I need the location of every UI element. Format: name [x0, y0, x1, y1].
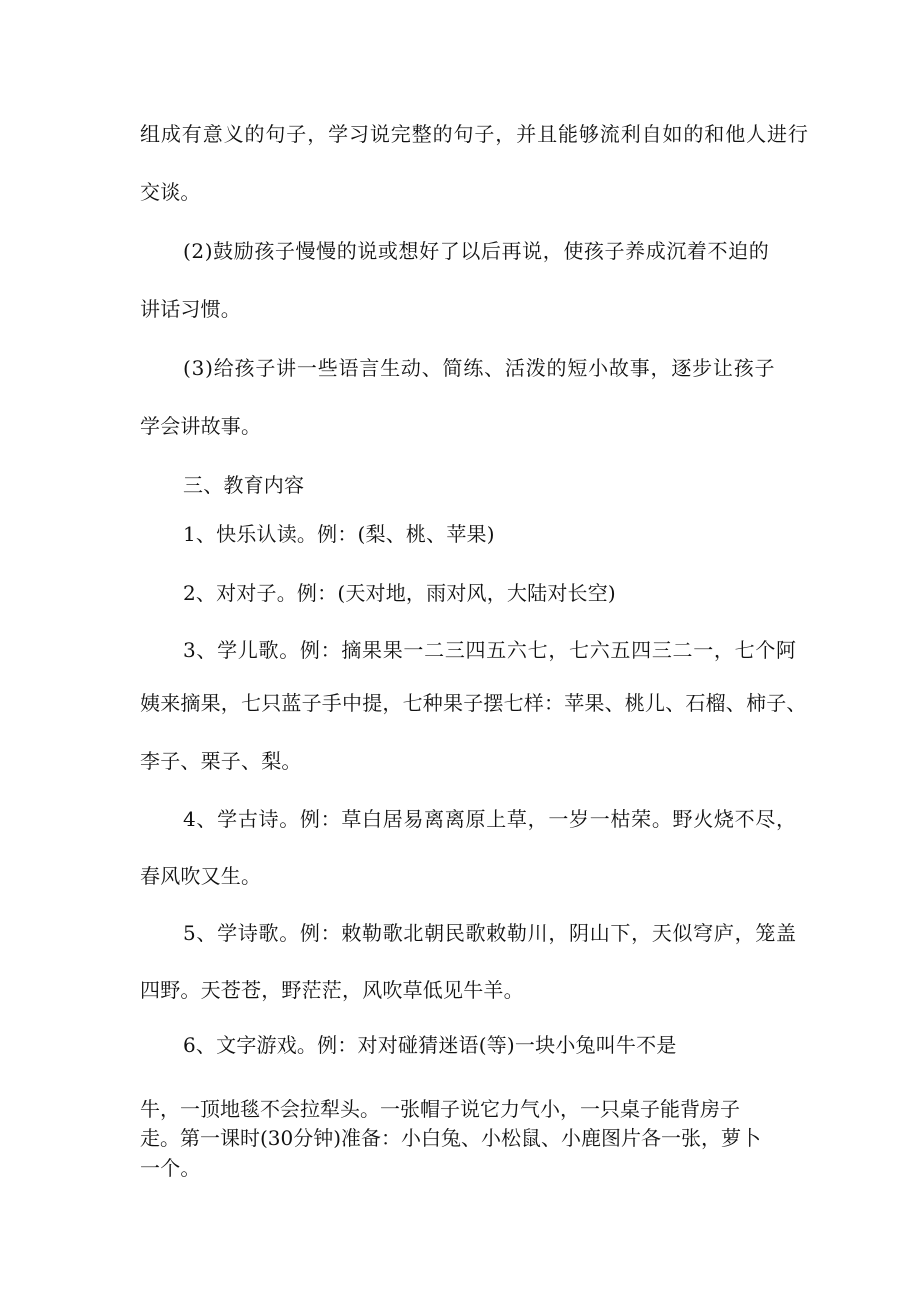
paragraph-line: (3)给孩子讲一些语言生动、简练、活泼的短小故事，逐步让孩子	[183, 356, 776, 380]
section-heading: 三、教育内容	[183, 473, 305, 497]
paragraph-line: 组成有意义的句子，学习说完整的句子，并且能够流利自如的和他人进行	[140, 122, 809, 146]
paragraph-line: 3、学儿歌。例：摘果果一二三四五六七，七六五四三二一，七个阿	[183, 638, 797, 662]
paragraph-line: 李子、栗子、梨。	[140, 749, 302, 773]
paragraph-line: 1、快乐认读。例：(梨、桃、苹果)	[183, 522, 495, 546]
paragraph-line: 牛，一顶地毯不会拉犁头。一张帽子说它力气小，一只桌子能背房子	[140, 1097, 740, 1121]
paragraph-line: 姨来摘果，七只蓝子手中提，七种果子摆七样：苹果、桃儿、石榴、柿子、	[140, 691, 807, 715]
paragraph-line: 一个。	[140, 1156, 201, 1180]
paragraph-line: 春风吹又生。	[140, 864, 262, 888]
paragraph-line: 讲话习惯。	[140, 297, 241, 321]
paragraph-line: 学会讲故事。	[140, 414, 262, 438]
paragraph-line: (2)鼓励孩子慢慢的说或想好了以后再说，使孩子养成沉着不迫的	[183, 239, 770, 263]
paragraph-line: 4、学古诗。例：草白居易离离原上草，一岁一枯荣。野火烧不尽，	[183, 807, 797, 831]
paragraph-line: 四野。天苍苍，野茫茫，风吹草低见牛羊。	[140, 978, 524, 1002]
paragraph-line: 2、对对子。例：(天对地，雨对风，大陆对长空)	[183, 581, 616, 605]
paragraph-line: 交谈。	[140, 180, 201, 204]
paragraph-line: 走。第一课时(30分钟)准备：小白兔、小松鼠、小鹿图片各一张，萝卜	[140, 1126, 762, 1150]
paragraph-line: 5、学诗歌。例：敕勒歌北朝民歌敕勒川，阴山下，天似穹庐，笼盖	[183, 921, 797, 945]
paragraph-line: 6、文字游戏。例：对对碰猜迷语(等)一块小兔叫牛不是	[183, 1033, 677, 1057]
